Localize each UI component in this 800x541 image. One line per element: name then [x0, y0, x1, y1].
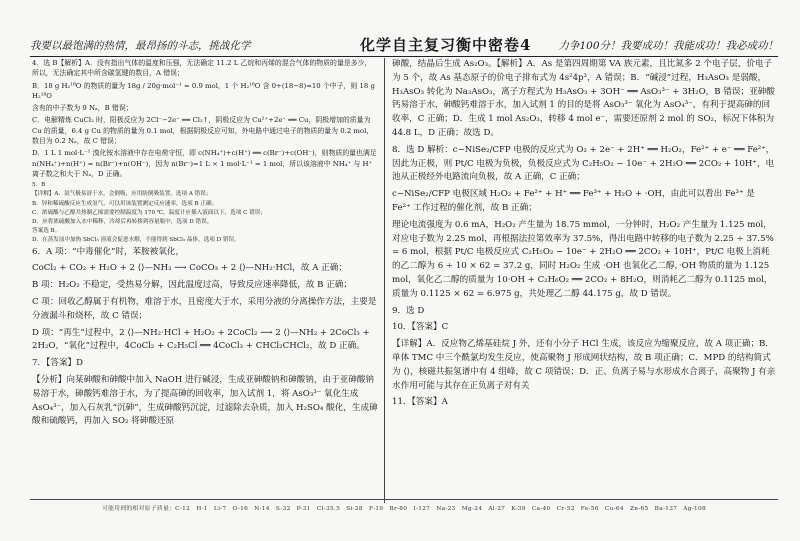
answer-paragraph: C．浓硫酸与乙醇共热制乙烯需要控制温度为 170 ℃，温度计应插入液面以下，选项 C 错误； — [32, 209, 266, 216]
answer-paragraph: B．锌和稀硫酸反应生成氢气，可以用该装置测定反应速率，选项 B 正确； — [32, 200, 218, 207]
page-header — [30, 34, 778, 56]
answer-paragraph: 理论电流强度为 0.6 mA，H₂O₂ 产生量为 18.75 mmol，一分钟时，H₂O₂ 产生量为 1.125 mol，对应电子数为 2.25 mol，再根据法拉第效率为 37.5%，得出电路中转移的电子数为 2.25 ÷ 37.5% = 6 mol，根据 Pt/C 电极反应式 C₂H₅O₂ − 10e⁻ + 2H₂O ══ 2CO₂ + 10H⁺，Pt/C 电极上消耗的乙二醇为 6 ÷ 10 × 62 = 37.2 g，同时 H₂O₂ 生成 ·OH 也氧化乙二醇，·OH 物质的量为 1.125 mol，氧化乙二醇的质量为 10·OH + C₂H₆O₂ ══ 2CO₂ + 8H₂O，则消耗乙二醇为 0.1125 mol，质量为 0.1125 × 62 = 6.975 g，共处理乙二醇 44.175 g，故 D 错误。 — [392, 219, 774, 299]
answer-paragraph: 5．B — [32, 182, 46, 189]
answer-paragraph: 9．选 D — [392, 305, 425, 316]
answer-paragraph: D．在蒸发皿中加热 SbCl₃ 溶液会促进水解，不能得到 SbCl₃ 晶体，选项 D 错误。 — [32, 237, 240, 244]
header-right-motto: 力争100分！我要成功！我能成功！我必成功！ — [558, 40, 778, 52]
answer-paragraph: D．应将浓硫酸加入水中稀释，冷却后再转移到容量瓶中，选项 D 错误。 — [32, 219, 213, 226]
answer-paragraph: D 项：“再生”过程中，2 ⟨⟩—NH₂·HCl + H₂O₂ + 2CoCl₂ ⟶ 2 ⟨⟩—NH₂ + 2CoCl₃ + 2H₂O，“氧化”过程中，4CoCl₂ + C₂H₅Cl ══ 4CoCl₃ + CHCl₂CHCl₂，故 D 正确。 — [32, 327, 370, 352]
page-title: 化学自主复习衡中密卷4 — [360, 36, 532, 54]
answer-paragraph: 11．【答案】A — [392, 397, 448, 408]
answer-paragraph: C．电解精炼 CuCl₂ 时，阳极反应为 2Cl⁻−2e⁻ ══ Cl₂↑，阴极反应为 Cu²⁺+2e⁻ ══ Cu，阴极增加的质量为 Cu 的质量，6.4 g Cu 的物质的量为 0.1 mol，根据阴极反应可知，外电路中通过电子的物质的量为 0.2 mol，数目为 0.2 Nₐ，故 C 错误； — [32, 116, 374, 146]
header-divider — [30, 56, 778, 57]
answer-paragraph: CoCl₂ + CO₂ + H₂O + 2 ⟨⟩—NH₂ ⟶ CoCO₃ + 2 ⟨⟩—NH₂·HCl，故 A 正确； — [32, 263, 347, 274]
answer-paragraph: 答案选 B。 — [32, 228, 61, 235]
answer-paragraph: 4．选 B【解析】A．没有指出气体的温度和压强，无法确定 11.2 L 乙烷和丙烯的混合气体的物质的量是多少，所以，无法确定其中所含碳氢键的数目，A 错误； — [32, 59, 372, 78]
answer-paragraph: C 项：回收乙醇属于有机物，难溶于水，且密度大于水，采用分液的分离操作方法，主要是分液漏斗和烧杯，故 C 错误； — [32, 297, 377, 321]
answer-paragraph: 砷酸，结晶后生成 As₂O₃。【解析】A．As 是第四周期第 VA 族元素，且比氮多 2 个电子层，价电子为 5 个，故 As 基态原子的价电子排布式为 4s²4p³，A 错误；B．“碱浸”过程，H₃AsO₃ 是弱酸，H₃AsO₃ 转化为 Na₃AsO₃，离子方程式为 H₃AsO₃ + 3OH⁻ ══ AsO₃³⁻ + 3H₂O，B 错误；亚砷酸钙易溶于水，砷酸钙难溶于水，加入试剂 1 的目的是将 AsO₃³⁻ 氧化为 AsO₄³⁻，有利于提高砷的回收率，C 正确；D．生成 1 mol As₂O₃，转移 4 mol e⁻，需要还原剂 2 mol 的 SO₂，标况下体积为 44.8 L，D 正确；故选 D。 — [392, 59, 775, 138]
header-left-motto: 我要以最饱满的热情，最昂扬的斗志，挑战化学 — [30, 40, 251, 52]
answer-paragraph: 8．选 D 解析：c−NiSe₂/CFP 电极的反应式为 O₂ + 2e⁻ + 2H⁺ ══ H₂O₂，Fe²⁺ + e⁻ ══ Fe²⁺，因此为正极，则 Pt/C 电极为负极，负极反应式为 C₂H₅O₂ − 10e⁻ + 2H₂O ══ 2CO₂ + 10H⁺，电池从正极经外电路流向负极，故 A 正确，C 正确； — [392, 144, 775, 183]
answer-paragraph: 【详解】A．氨气极易溶于水，会倒吸，应用防倒吸装置，选项 A 错误； — [32, 191, 212, 198]
answer-paragraph: c−NiSe₂/CFP 电极区域 H₂O₂ + Fe²⁺ + H⁺ ══ Fe³⁺ + H₂O + ·OH，由此可以看出 Fe³⁺ 是 Fe²⁺ 工作过程的催化剂，故 B 正确； — [392, 189, 755, 213]
answer-paragraph: 【详解】A．反应物乙烯基硅烷 J 外，还有小分子 HCl 生成，该反应为缩聚反应，故 A 项正确；B．单体 TMC 中三个酰氯均发生反应，使高聚物 J 形成网状结构，故 B 项正确；C．MPD 的结构简式为 ⟨⟩，核磁共振氢谱中有 4 组峰，故 C 项错误；D．正、负离子易与水形成水合离子，高聚物 J 有亲水作用可能与其存在正负离子对有关 — [392, 339, 776, 391]
answer-paragraph: 10．【答案】C — [392, 322, 449, 333]
column-divider — [384, 58, 385, 503]
answer-paragraph: 7．【答案】D — [32, 358, 84, 369]
left-column — [32, 58, 378, 503]
footer-atomic-masses: 可能用到的相对原子质量：C-12 H-1 Li-7 O-16 N-14 S-32 P-31 Cl-35.5 Si-28 F-19 Br-80 I-127 Na-23 Mg-24 Al-27 K-39 Ca-40 Cr-52 Fe-56 Cu-64 Zn-65 Ba-137 Ag-108 — [30, 499, 778, 517]
answer-paragraph: 含有的中子数为 9 Nₐ，B 错误； — [32, 104, 133, 113]
answer-paragraph: B 项：H₂O₂ 不稳定，受热易分解，因此温度过高，导致反应速率降低，故 B 正确； — [32, 280, 352, 291]
answer-paragraph: D．1 L 1 mol·L⁻¹ 溴化铵水溶液中存在电荷守恒，即 c(NH₄⁺)+c(H⁺) ══ c(Br⁻)+c(OH⁻)，则物质的量也满足 n(NH₄⁺)+n(H⁺) = n(Br⁻)+n(OH⁻)，因为 n(Br⁻)=1 L × 1 mol·L⁻¹ = 1 mol，所以该溶液中 NH₄⁺ 与 H⁺ 离子数之和大于 Nₐ，D 正确。 — [32, 149, 377, 178]
answer-paragraph: B．18 g H₂¹⁸O 的物质的量为 18g / 20g·mol⁻¹ = 0.9 mol，1 个 H₂¹⁸O 含 0+(18−8)=10 个中子，则 18 g H₂¹⁸O — [32, 81, 375, 100]
answer-paragraph: 【分析】向某砷酸和砷酸中加入 NaOH 进行碱浸，生成亚砷酸钠和砷酸钠，由于亚砷酸钠易溶于水，砷酸钙难溶于水，为了提高砷的回收率，加入试剂 1，将 AsO₃³⁻ 氧化生成 AsO₄³⁻，加入石灰乳“沉砷”，生成砷酸钙沉淀，过滤除去杂质，加入 H₂SO₄ 酸化，生成砷酸和硫酸钙，再加入 SO₂ 将砷酸还原 — [32, 375, 378, 427]
right-column — [392, 58, 776, 503]
answer-paragraph: 6．A 项：“中毒催化”时，苯胺被氧化， — [32, 246, 185, 257]
